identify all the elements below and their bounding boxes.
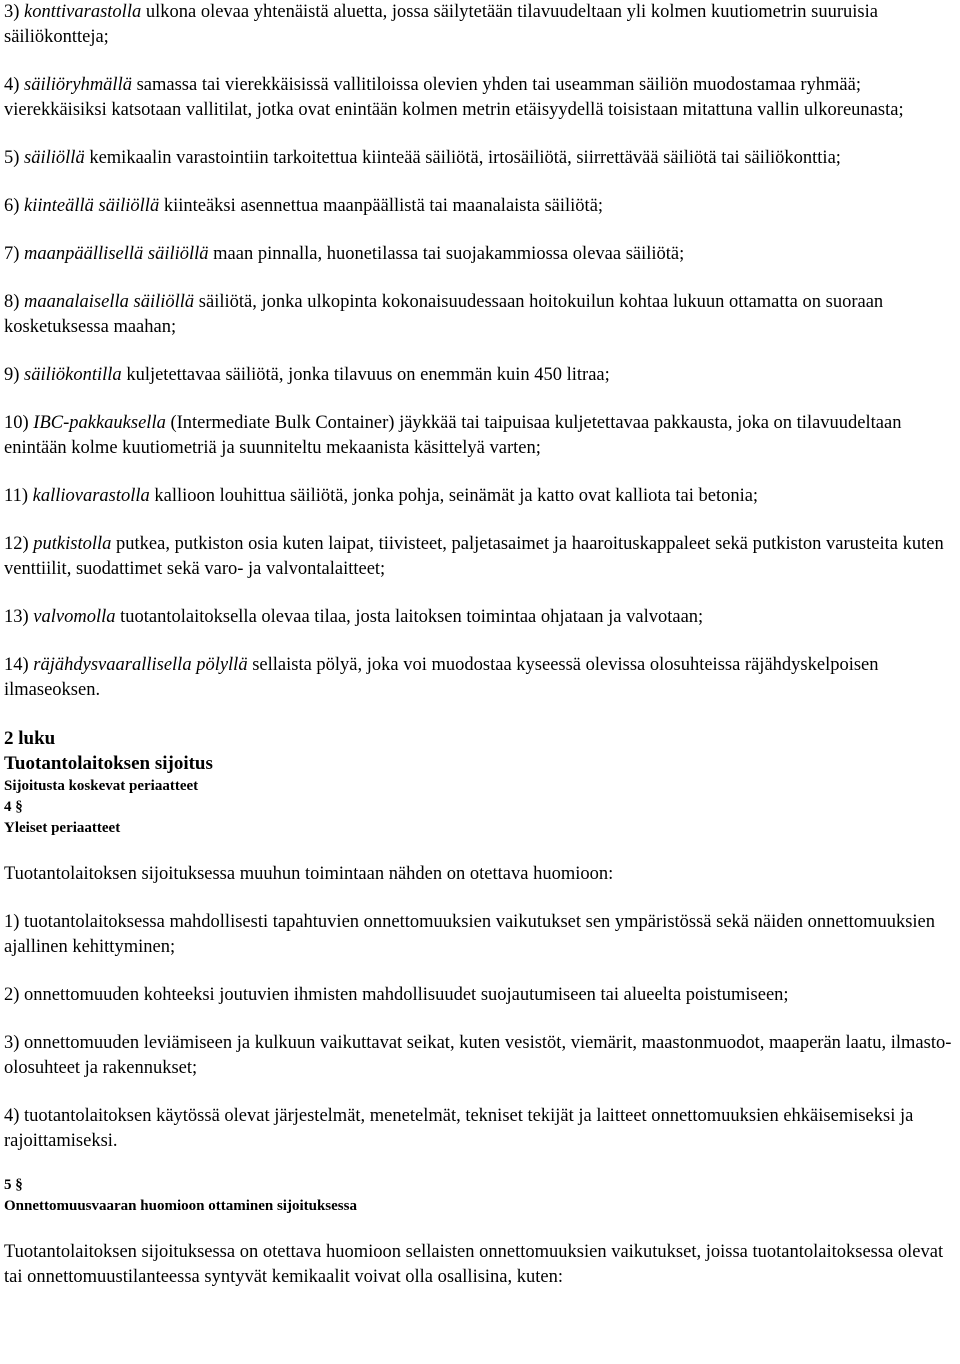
chapter-subheading: Sijoitusta koskevat periaatteet (4, 778, 199, 794)
definition-term: konttivarastolla (24, 2, 142, 22)
definition-number: 10) (4, 413, 29, 433)
chapter-number: 2 luku (4, 728, 56, 749)
definition-item (4, 0, 958, 50)
definition-term: säiliökontilla (24, 365, 122, 385)
section-4-item-1: 1) tuotantolaitoksessa mahdollisesti tapahtuvien onnettomuuksien vaikutukset sen ympäristössä sekä näiden onnettomuuksien ajallinen kehittyminen; (4, 912, 936, 957)
definition-item (4, 484, 958, 509)
definition-text: tuotantolaitoksella olevaa tilaa, josta laitoksen toimintaa ohjataan ja valvotaan; (115, 607, 704, 627)
definition-number: 12) (4, 534, 29, 554)
definition-term: kalliovarastolla (32, 486, 150, 506)
section-4-item-4: 4) tuotantolaitoksen käytössä olevat järjestelmät, menetelmät, tekniset tekijät ja laitteet onnettomuuksien ehkäisemiseksi ja rajoittamiseksi. (4, 1106, 914, 1151)
definition-item (4, 363, 958, 388)
definition-item (4, 411, 958, 461)
definition-number: 3) (4, 2, 20, 22)
section-4-number: 4 § (4, 799, 23, 815)
definition-text: kiinteäksi asennettua maanpäällistä tai maanalaista säiliötä; (159, 196, 604, 216)
definition-number: 13) (4, 607, 29, 627)
definition-term: maanpäällisellä säiliöllä (24, 244, 209, 264)
definition-term: putkistolla (33, 534, 112, 554)
definition-term: säiliöllä (24, 148, 85, 168)
definition-item (4, 605, 958, 630)
section-4-item-2: 2) onnettomuuden kohteeksi joutuvien ihmisten mahdollisuudet suojautumiseen tai alueelta poistumiseen; (4, 985, 789, 1005)
section-4-item-3: 3) onnettomuuden leviämiseen ja kulkuun vaikuttavat seikat, kuten vesistöt, viemärit, maastonmuodot, maaperän laatu, ilmasto-olosuhteet ja rakennukset; (4, 1033, 952, 1078)
section-5-text: Tuotantolaitoksen sijoituksessa on otettava huomioon sellaisten onnettomuuksien vaikutukset, joissa tuotantolaitoksessa olevat tai onnettomuustilanteessa syntyvät kemikaalit voivat olla osallisina, kuten: (4, 1242, 944, 1287)
section-4-intro: Tuotantolaitoksen sijoituksessa muuhun toimintaan nähden on otettava huomioon: (4, 864, 614, 884)
definition-number: 6) (4, 196, 20, 216)
section-5-heading-block (4, 1175, 958, 1217)
definition-item (4, 242, 958, 267)
definition-item (4, 146, 958, 171)
definition-text: säiliötä, jonka ulkopinta kokonaisuudessaan hoitokuilun kohtaa lukuun ottamatta on suoraan kosketuksessa maahan; (4, 292, 884, 337)
definition-number: 9) (4, 365, 20, 385)
definition-term: valvomolla (33, 607, 116, 627)
chapter-title: Tuotantolaitoksen sijoitus (4, 753, 213, 774)
definition-text: kallioon louhittua säiliötä, jonka pohja, seinämät ja katto ovat kalliota tai betonia; (149, 486, 759, 506)
definition-item (4, 73, 958, 123)
definition-number: 7) (4, 244, 20, 264)
definition-item (4, 290, 958, 340)
definition-text: kuljetettavaa säiliötä, jonka tilavuus on enemmän kuin 450 litraa; (121, 365, 610, 385)
definition-number: 5) (4, 148, 20, 168)
definition-number: 11) (4, 486, 28, 506)
definition-text: samassa tai vierekkäisissä vallitiloissa olevien yhden tai useamman säiliön muodostamaa ryhmää; vierekkäisiksi katsotaan vallitilat, jotka ovat enintään kolmen metrin etäisyydellä toisistaan mitattuna vallin ulkoreunasta; (4, 75, 904, 120)
definition-term: IBC-pakkauksella (33, 413, 166, 433)
definition-item (4, 194, 958, 219)
chapter-heading-block (4, 726, 958, 839)
definition-text: kemikaalin varastointiin tarkoitettua kiinteää säiliötä, irtosäiliötä, siirrettävää säiliötä tai säiliökonttia; (84, 148, 841, 168)
section-5-title: Onnettomuusvaaran huomioon ottaminen sijoituksessa (4, 1198, 357, 1214)
definition-term: maanalaisella säiliöllä (24, 292, 195, 312)
definition-text: putkea, putkiston osia kuten laipat, tiivisteet, paljetasaimet ja haaroituskappaleet sekä putkiston varusteita kuten venttiilit, suodattimet sekä varo- ja valvontalaitteet; (4, 534, 944, 579)
definition-term: räjähdysvaarallisella pölyllä (33, 655, 248, 675)
section-5-number: 5 § (4, 1177, 23, 1193)
definition-text: maan pinnalla, huonetilassa tai suojakammiossa olevaa säiliötä; (208, 244, 685, 264)
definition-number: 4) (4, 75, 20, 95)
definition-item (4, 653, 958, 703)
definition-item (4, 532, 958, 582)
definition-number: 8) (4, 292, 20, 312)
definition-text: sellaista pölyä, joka voi muodostaa kyseessä olevissa olosuhteissa räjähdyskelpoisen ilmaseoksen. (4, 655, 879, 700)
definition-term: kiinteällä säiliöllä (24, 196, 160, 216)
definition-number: 14) (4, 655, 29, 675)
definition-list (4, 0, 958, 703)
section-4-list (4, 910, 958, 1154)
document-page (4, 0, 958, 1313)
section-4-title: Yleiset periaatteet (4, 820, 121, 836)
definition-text: (Intermediate Bulk Container) jäykkää tai taipuisaa kuljetettavaa pakkausta, joka on tilavuudeltaan enintään kolme kuutiometriä ja suunniteltu mekaanista käsittelyä varten; (4, 413, 902, 458)
definition-term: säiliöryhmällä (24, 75, 132, 95)
definition-text: ulkona olevaa yhtenäistä aluetta, jossa säilytetään tilavuudeltaan yli kolmen kuutiometrin suuruisia säiliökontteja; (4, 2, 878, 47)
